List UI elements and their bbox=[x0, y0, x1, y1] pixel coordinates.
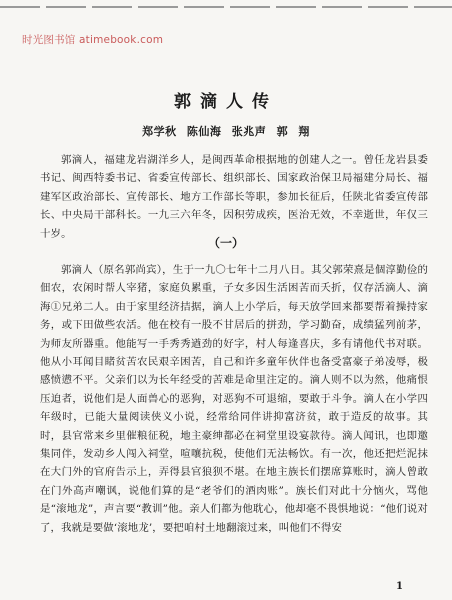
authors-line: 郑学秋 陈仙海 张兆声 郭 翔 bbox=[142, 125, 310, 138]
section-marker: （一） bbox=[207, 236, 244, 250]
intro-paragraph: 郭滴人，福建龙岩湖洋乡人，是闽西革命根据地的创建人之一。曾任龙岩县委书记、闽西特委书记、省委宣传部长、组织部长、国家政治保卫局福建分局长、福建军区政治部长、宣传部长、地方工作部长等职，参加长征后，任陕北省委宣传部长、中央局干部科长。一九三六年冬，因积劳成疾，医治无效，不幸逝世，年仅三十岁。 bbox=[40, 154, 428, 240]
chapter-title: 郭滴人传 bbox=[174, 92, 278, 112]
body-paragraph: 郭滴人（原名郭尚宾），生于一九〇七年十二月八日。其父郭荣熹是個淳勤俭的佃农，农闲时帮人宰猪，家庭负累重，子女多因生活困苦而夭折，仅存活滴人、滴海①兄弟二人。由于家里经济拮据，滴人上小学后，每天放学回来都要帮着操持家务，或下田做些农活。他在校有一股不甘居后的拼劲，学习勤奋，成绩猛列前茅，为师友所器重。他能写一手秀秀遒劲的好字，村人每逢喜庆，多有请他代书对联。他从小耳闻目睹贫苦农民艰辛困苦，自己和许多童年伙伴也备受富豪子弟凌辱，极感愤懑不平。父亲们以为长年经受的苦难是命里注定的。滴人则不以为然，他痛恨压迫者，说他们是人面兽心的恶狗，对恶狗不可退缩，要敢于斗争。滴人在小学四年级时，已能大量阅读侠义小说，经常给同伴讲抑富济贫，敢于造反的故事。其时，县官常来乡里催粮征税，地主豪绅都必在祠堂里设宴款待。滴人闻讯，也即邀集同伴，发动乡人闯入祠堂，喧嚷抗税，使他们无法畅饮。有一次，他还把烂泥抹在大门外的官府告示上，弄得县官狼狈不堪。在地主族长们摆席算账时，滴人曾敢在门外高声嘲讽，说他们算的是“老爷们的酒肉账”。族长们对此十分恼火，骂他是“滚地龙”，声言要“教训”他。亲人们都为他耽心，他却毫不畏惧地说：“他们说对了，我就是要做‘滚地龙’，要把咱村土地翻滚过来，叫他们不得安 bbox=[40, 264, 428, 534]
page-number: 1 bbox=[396, 581, 403, 592]
top-border-rule bbox=[0, 6, 452, 8]
site-watermark: 时光图书馆 atimebook.com bbox=[22, 34, 164, 46]
